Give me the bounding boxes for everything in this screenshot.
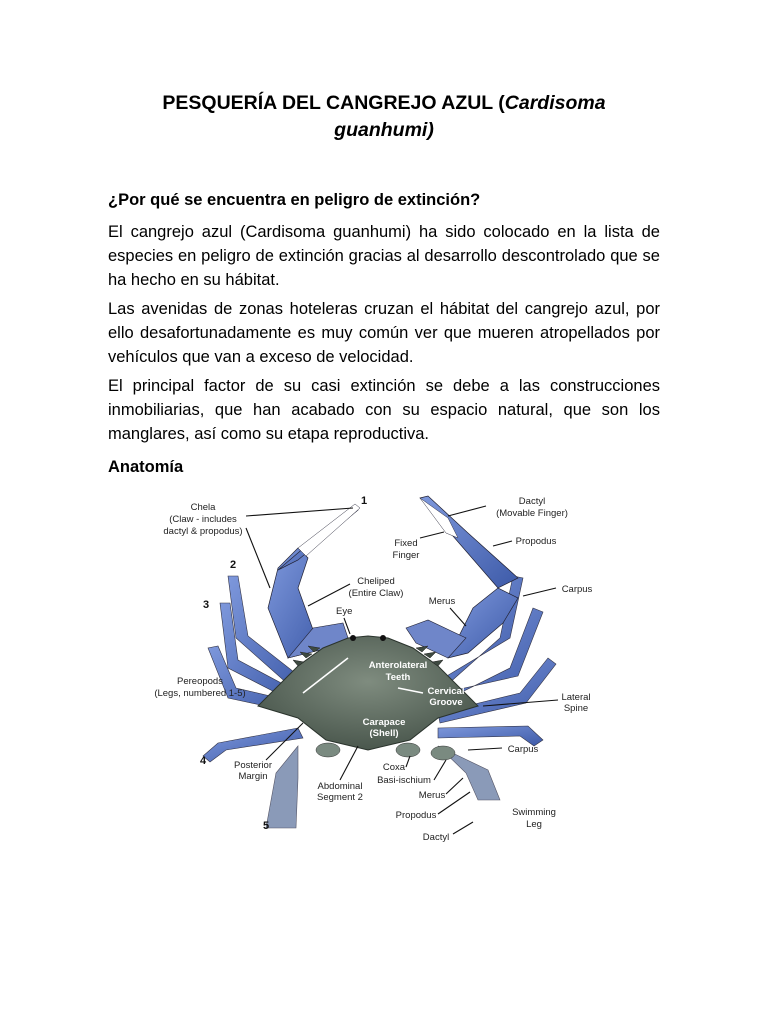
label-abdominal: Abdominal [317, 781, 363, 792]
label-cervical-groove: Cervical [427, 686, 465, 697]
label-lateral-spine-sub: Spine [563, 703, 589, 714]
paragraph-3: El principal factor de su casi extinción se debe a las construcciones inmobiliarias, que han acabado con su espacio natural, que son los manglares, así como su etapa reproductiva. [108, 377, 660, 443]
label-eye: Eye [336, 606, 353, 617]
label-carpus: Carpus [561, 584, 593, 595]
label-dactyl: Dactyl [518, 496, 546, 507]
label-basi-ischium: Basi-ischium [377, 775, 431, 786]
label-propodus: Propodus [515, 536, 557, 547]
label-cheliped-sub: (Entire Claw) [348, 588, 404, 599]
section-heading-anatomy: Anatomía [108, 458, 184, 476]
label-anterolateral-teeth-sub: Teeth [385, 672, 411, 683]
label-chela: Chela [190, 502, 216, 513]
label-chela-sub2: dactyl & propodus) [163, 526, 243, 537]
paragraph-2: Las avenidas de zonas hoteleras cruzan el hábitat del cangrejo azul, por ello desafortunadamente es muy común ver que mueren atropellados por vehículos que van a exceso de velocidad. [108, 300, 660, 366]
label-posterior: Posterior [233, 760, 273, 771]
left-eye-icon [350, 635, 356, 641]
title-italic-2: guanhumi) [334, 119, 434, 141]
label-merus: Merus [428, 596, 456, 607]
title-italic-1: Cardisoma [504, 92, 606, 114]
label-pereopods-sub: (Legs, numbered 1-5) [154, 688, 246, 699]
label-merus-lower: Merus [418, 790, 446, 801]
leg-number-3: 3 [203, 599, 210, 611]
label-pereopods: Pereopods [177, 676, 223, 687]
label-fixed-finger-sub: Finger [392, 550, 420, 561]
label-lateral-spine: Lateral [561, 692, 591, 703]
label-swimming-leg-sub: Leg [526, 819, 542, 830]
label-posterior-sub: Margin [238, 771, 268, 782]
title-main: PESQUERÍA DEL CANGREJO AZUL ( [162, 92, 505, 114]
label-cheliped: Cheliped [357, 576, 395, 587]
label-propodus-lower: Propodus [395, 810, 437, 821]
label-cervical-groove-sub: Groove [429, 697, 463, 708]
label-abdominal-sub: Segment 2 [317, 792, 363, 803]
leg-number-2: 2 [230, 559, 237, 571]
label-anterolateral-teeth: Anterolateral [368, 660, 428, 671]
paragraph-1: El cangrejo azul (Cardisoma guanhumi) ha sido colocado en la lista de especies en peligro de extinción gracias al desarrollo descontrolado que se ha hecho en su hábitat. [108, 223, 660, 289]
label-fixed-finger: Fixed [394, 538, 418, 549]
crab-anatomy-diagram [148, 488, 593, 848]
leg-number-5: 5 [263, 820, 270, 832]
swimming-legs [266, 746, 500, 828]
label-dactyl-sub: (Movable Finger) [496, 508, 568, 519]
left-cheliped [268, 504, 360, 658]
section-question: ¿Por qué se encuentra en peligro de extinción? [108, 191, 481, 209]
label-dactyl-lower: Dactyl [422, 832, 450, 843]
leg-number-1: 1 [361, 495, 368, 507]
label-swimming-leg: Swimming [512, 807, 556, 818]
leg-number-4: 4 [200, 755, 207, 767]
label-chela-sub1: (Claw - includes [169, 514, 237, 525]
label-carapace-sub: (Shell) [369, 728, 399, 739]
label-carapace: Carapace [362, 717, 406, 728]
page-title [108, 90, 660, 144]
label-coxa: Coxa [382, 762, 406, 773]
right-eye-icon [380, 635, 386, 641]
label-carpus-lower: Carpus [507, 744, 539, 755]
